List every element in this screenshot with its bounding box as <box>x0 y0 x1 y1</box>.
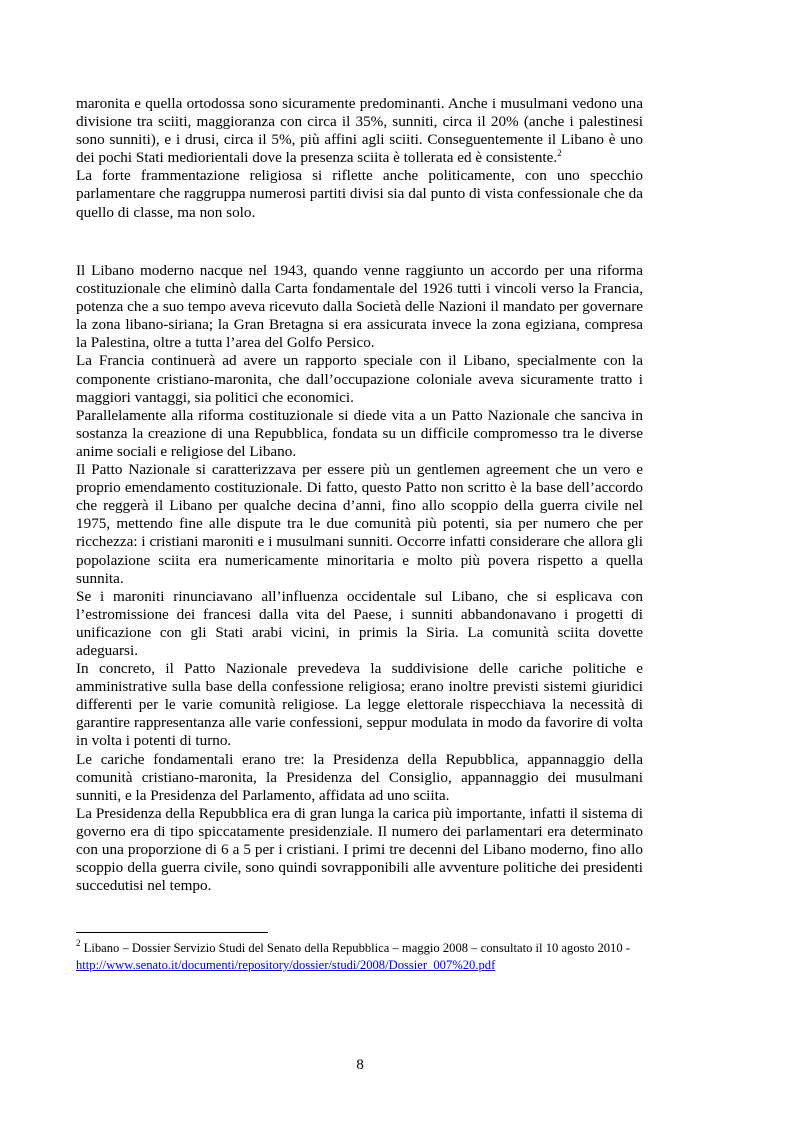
footnote-marker: 2 <box>76 938 81 948</box>
body-text-block-1 <box>76 95 643 222</box>
paragraph: Parallelamente alla riforma costituzionale si diede vita a un Patto Nazionale che sanciva in sostanza la creazione di una Repubblica, fondata su un difficile compromesso tra le diverse anime sociali e religiose del Libano. <box>76 406 643 460</box>
footnote-text: Libano – Dossier Servizio Studi del Senato della Repubblica – maggio 2008 – consultato il 10 agosto 2010 - <box>80 941 630 955</box>
paragraph: La forte frammentazione religiosa si riflette anche politicamente, con uno specchio parlamentare che raggruppa numerosi partiti divisi sia dal punto di vista confessionale che da quello di classe, ma non solo. <box>76 167 643 221</box>
paragraph: Le cariche fondamentali erano tre: la Presidenza della Repubblica, appannaggio della comunità cristiano-maronita, la Presidenza del Consiglio, appannaggio dei musulmani sunniti, e la Presidenza del Parlamento, affidata ad uno sciita. <box>76 750 643 804</box>
body-text-block-2 <box>76 262 643 895</box>
paragraph: maronita e quella ortodossa sono sicuramente predominanti. Anche i musulmani vedono una divisione tra sciiti, maggioranza con circa il 35%, sunniti, circa il 20% (anche i palestinesi sono sunniti), e i drusi, circa il 5%, più affini agli sciiti. Conseguentemente il Libano è uno dei pochi Stati mediorientali dove la presenza sciita è tollerata ed è consistente.$^2$ <box>76 95 643 167</box>
page-number: 8 <box>356 1056 364 1073</box>
paragraph: La Presidenza della Repubblica era di gran lunga la carica più importante, infatti il sistema di governo era di tipo spiccatamente presidenziale. Il numero dei parlamentari era determinato con una proporzione di 6 a 5 per i cristiani. I primi tre decenni del Libano moderno, fino allo scoppio della guerra civile, sono quindi sovrapponibili alle avventure politiche dei presidenti succedutisi nel tempo. <box>76 804 643 895</box>
paragraph: Il Patto Nazionale si caratterizzava per essere più un gentlemen agreement che un vero e proprio emendamento costituzionale. Di fatto, questo Patto non scritto è la base dell’accordo che reggerà il Libano per qualche decina d’anni, fino allo scoppio della guerra civile nel 1975, mettendo fine alle dispute tra le due comunità più potenti, sia per numero che per ricchezza: i cristiani maroniti e i musulmani sunniti. Occorre infatti considerare che allora gli popolazione sciita era numericamente minoritaria e molto più povera rispetto a quella sunnita. <box>76 461 643 587</box>
footnote-separator <box>76 932 268 933</box>
footnote-reference[interactable]: 2 <box>557 148 562 159</box>
paragraph: Il Libano moderno nacque nel 1943, quando venne raggiunto un accordo per una riforma costituzionale che eliminò dalla Carta fondamentale del 1926 tutti i vincoli verso la Francia, potenza che a suo tempo aveva ricevuto dalla Società delle Nazioni il mandato per governare la zona libano-siriana; la Gran Bretagna si era assicurata invece la zona egiziana, compresa la Palestina, oltre a tutta l’area del Golfo Persico. <box>76 262 643 352</box>
paragraph: Se i maroniti rinunciavano all’influenza occidentale sul Libano, che si esplicava con l’estromissione dei francesi dalla vita del Paese, i sunniti abbandonavano i progetti di unificazione con gli Stati arabi vicini, in primis la Siria. La comunità sciita dovette adeguarsi. <box>76 587 643 659</box>
footnote-link[interactable]: http://www.senato.it/documenti/repository/dossier/studi/2008/Dossier_007%20.pdf <box>76 958 496 972</box>
paragraph: In concreto, il Patto Nazionale prevedeva la suddivisione delle cariche politiche e amministrative sulla base della confessione religiosa; erano inoltre previsti sistemi giuridici differenti per le varie comunità religiose. La legge elettorale rispecchiava la necessità di garantire rappresentanza alle varie confessioni, seppur modulata in modo da favorire di volta in volta i potenti di turno. <box>76 660 643 750</box>
footnote <box>76 940 643 974</box>
paragraph: La Francia continuerà ad avere un rapporto speciale con il Libano, specialmente con la componente cristiano-maronita, che dall’occupazione coloniale aveva sicuramente tratto i maggiori vantaggi, sia politici che economici. <box>76 352 643 406</box>
